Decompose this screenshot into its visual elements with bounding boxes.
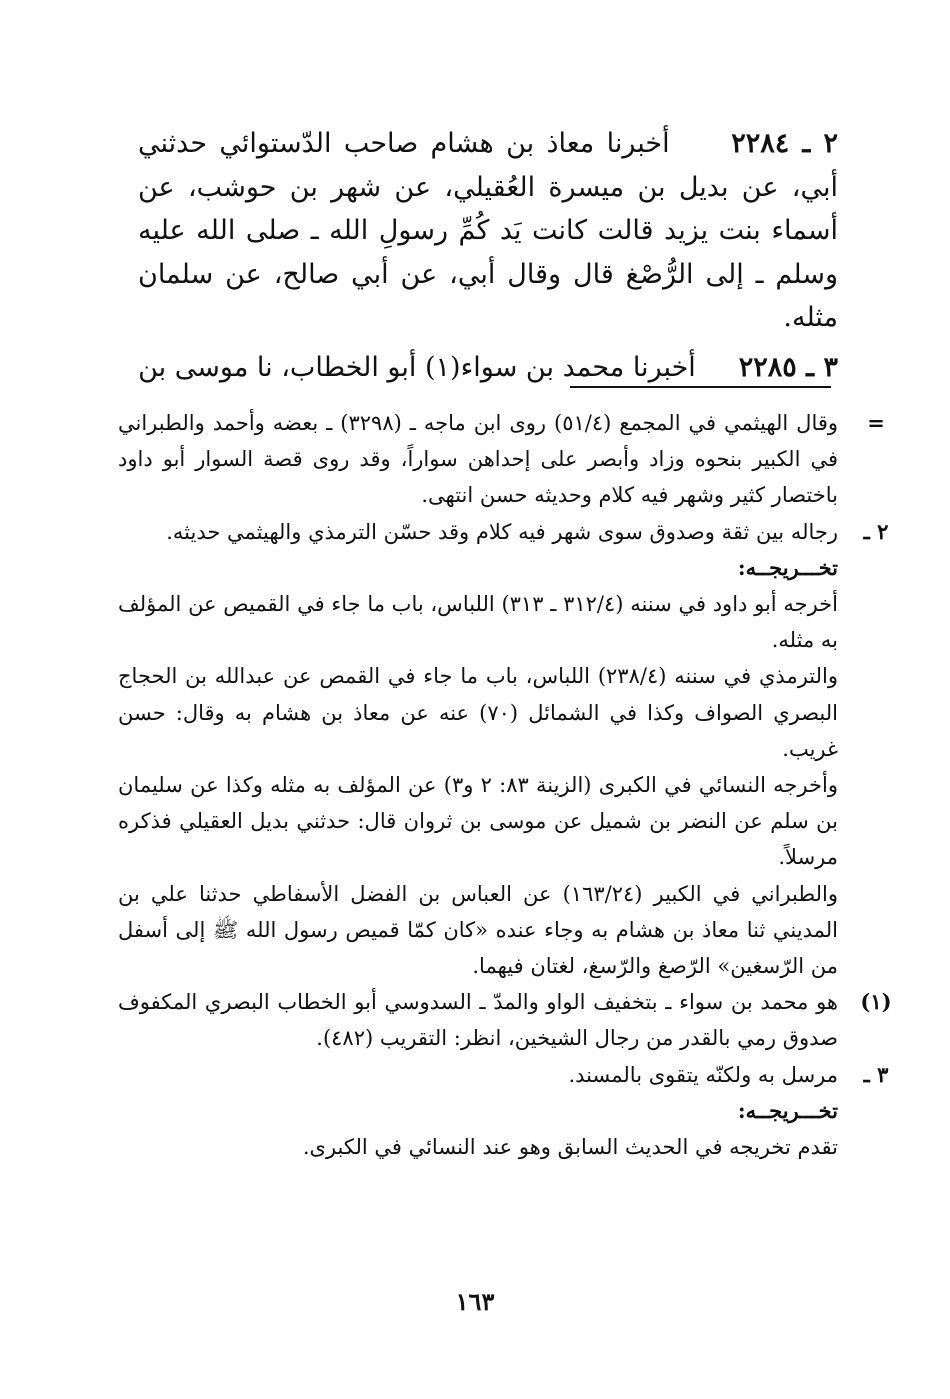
hadith-line: أخبرنا محمد بن سواء(١) أبو الخطاب، نا موسى بن (138, 351, 696, 383)
footnote-line: معاذ بن هشام به وقال: حسن غريب. (118, 700, 838, 761)
footnote-line: المكفوف صدوق رمي بالقدر من رجال الشيخين، انظر: التقريب (٤٨٢). (118, 990, 838, 1051)
footnote-line: حديثه. (166, 519, 221, 544)
footnote-line: بديل العقيلي فذكره مرسلاً. (118, 809, 838, 870)
hadith-2285 (138, 346, 838, 390)
hadith-line: أخبرنا معاذ بن هشام صاحب الدّستوائي حدثني أبي، عن (138, 128, 839, 203)
footnote-line: وقال الهيثمي في المجمع (٥١/٤) روى ابن ماجه ـ (٣٢٩٨) ـ بعضه وأحمد (212, 411, 839, 435)
footnote-marker: ٢ ـ (863, 518, 889, 544)
footnote-line: والترمذي في سننه (٢٣٨/٤) اللباس، باب ما جاء في القمص عن (282, 664, 838, 689)
footnote-line: عن سليمان بن سلم عن النضر بن شميل عن موسى بن ثروان قال: حدثني (118, 773, 838, 834)
takhrij-heading: تخـــريجــه: (737, 1097, 838, 1123)
footnote-line: القميص عن المؤلف به مثله. (118, 592, 838, 653)
hadith-line: وقال أبي، عن أبي صالح، عن سلمان مثله. (138, 258, 838, 333)
footnote-line: والطبراني في الكبير بنحوه وزاد وأبصر على إحداهن سواراً، وقد روى قصة (118, 411, 838, 472)
footnote-line: رجاله بين ثقة وصدوق سوى شهر فيه كلام وقد حسّن الترمذي والهيثمي (227, 519, 838, 544)
footnote-continuation (118, 405, 885, 514)
footnote-line: وأخرجه النسائي في الكبرى (الزينة ٨٣: ٢ و٣) عن المؤلف به مثله وكذا (225, 773, 838, 798)
footnote-line: علي بن المديني ثنا معاذ بن هشام به وجاء عنده «كان كمّا قميص (118, 881, 838, 942)
footnote-marker: (١) (860, 989, 892, 1015)
footnote-line: تقدم تخريجه في الحديث السابق وهو عند النسائي في الكبرى. (302, 1135, 838, 1160)
hadith-line: قالت كانت يَد كُمِّ رسولِ الله ـ صلى الله عليه وسلم ـ إلى الرُّصْغ قال (138, 215, 838, 290)
page-number: ١٦٣ (455, 1287, 495, 1316)
main-text (138, 122, 838, 395)
footnote-line: هو محمد بن سواء ـ بتخفيف الواو والمدّ ـ السدوسي أبو الخطاب البصري (204, 990, 838, 1015)
hadith-2284 (138, 122, 838, 340)
footnote-marker: ٣ ـ (863, 1061, 889, 1087)
hadith-number: ٢ ـ ٢٢٨٤ (731, 128, 839, 159)
footnote-line: مرسل به ولكنّه يتقوى بالمسند. (568, 1062, 838, 1087)
footnote-line: السوار أبو داود باختصار كثير وشهر فيه كلام وحديثه حسن انتهى. (118, 447, 838, 508)
footnote-1 (118, 984, 892, 1056)
footnotes (118, 405, 892, 1165)
footnote-line: أخرجه أبو داود في سننه (٣١٢/٤ ـ ٣١٣) اللباس، باب ما جاء في (297, 592, 838, 617)
footnote-line: عبدالله بن الحجاج البصري الصواف وكذا في الشمائل (٧٠) عنه عن (118, 664, 838, 725)
footnote-line: والطبراني في الكبير (١٦٣/٢٤) عن العباس بن الفضل الأسفاطي حدثنا (198, 881, 838, 906)
hadith-line: بديل بن ميسرة العُقيلي، عن شهر بن حوشب، عن أسماء بنت يزيد (138, 171, 838, 246)
hadith-number: ٣ ـ ٢٢٨٥ (738, 351, 838, 383)
continuation-marker: = (867, 410, 885, 435)
footnote-2 (118, 514, 889, 985)
takhrij-heading: تخـــريجــه: (737, 554, 838, 580)
footnote-line: رسول الله ﷺ إلى أسفل من الرّسغين» الرّصغ والرّسغ، لغتان فيهما. (118, 917, 838, 979)
footnote-3 (118, 1057, 889, 1166)
footnote-separator (570, 386, 831, 388)
